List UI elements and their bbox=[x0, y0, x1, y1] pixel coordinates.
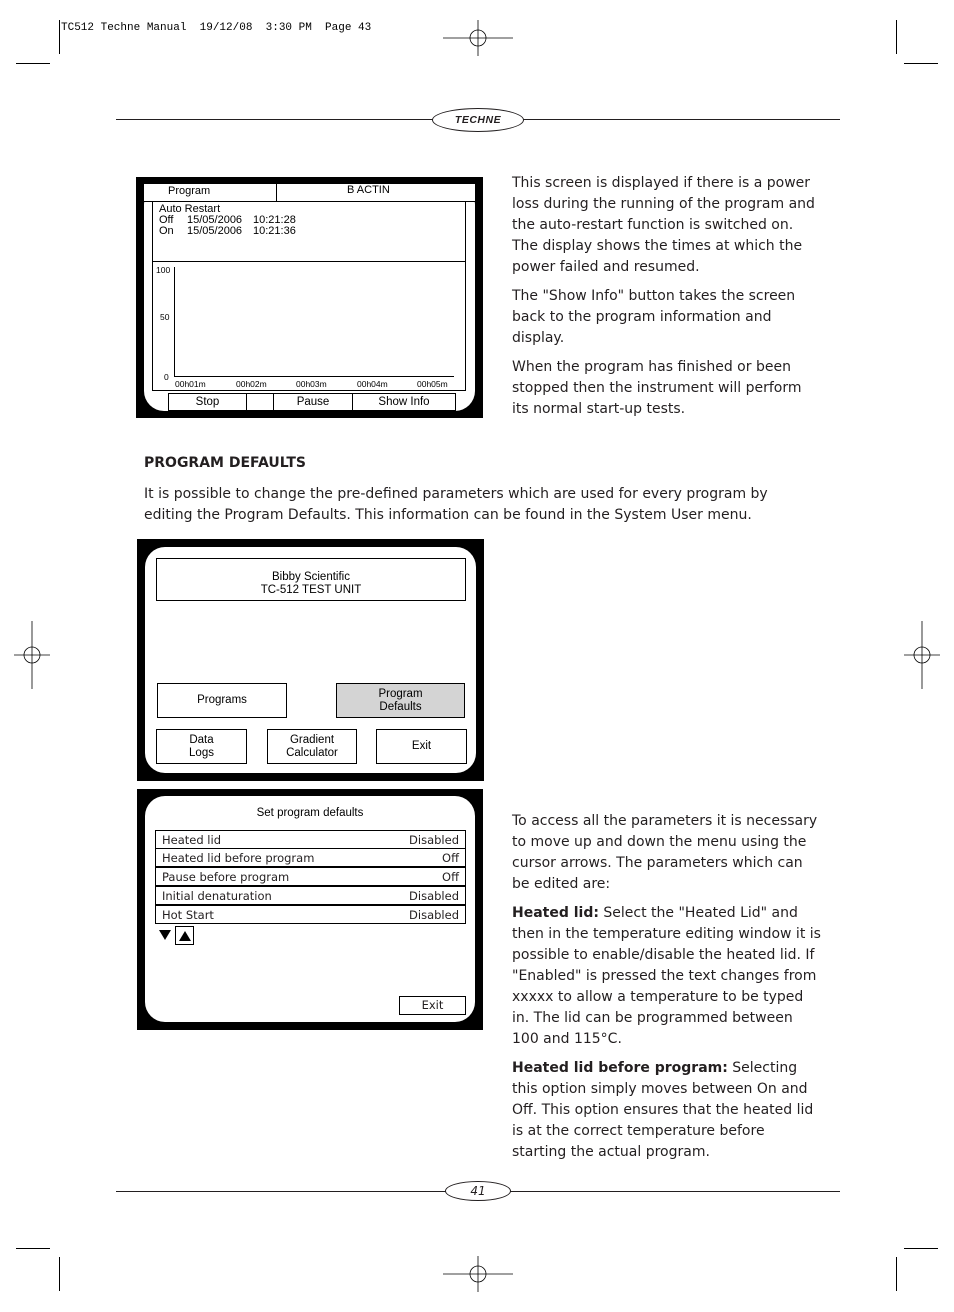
row-label: Heated lid bbox=[162, 832, 221, 847]
program-defaults-screen bbox=[137, 789, 483, 1030]
device-title-box bbox=[156, 558, 466, 601]
row-value: Disabled bbox=[409, 907, 459, 922]
show-info-button[interactable]: Show Info bbox=[352, 393, 456, 411]
row-label: Heated lid before program bbox=[162, 850, 315, 865]
techne-logo: TECHNE bbox=[432, 108, 524, 132]
page-number: 41 bbox=[445, 1181, 511, 1201]
blank-button[interactable] bbox=[246, 393, 274, 411]
device-title-line2: TC-512 TEST UNIT bbox=[260, 584, 362, 596]
row-value: Off bbox=[442, 850, 459, 865]
y-tick: 50 bbox=[160, 312, 170, 322]
paragraph: This screen is displayed if there is a power loss during the running of the program and the auto-restart function is switched on. The display shows the times at which the power failed and resumed. bbox=[512, 175, 815, 275]
term: Heated lid before program: bbox=[512, 1060, 728, 1076]
y-tick: 100 bbox=[156, 265, 171, 275]
crop-mark bbox=[896, 1257, 897, 1291]
row-value: Off bbox=[442, 869, 459, 884]
button-label: Calculator bbox=[286, 746, 338, 759]
program-defaults-button[interactable] bbox=[336, 683, 465, 718]
on-time: 10:21:36 bbox=[253, 225, 296, 237]
y-tick: 0 bbox=[164, 372, 169, 382]
power-loss-description bbox=[512, 173, 822, 428]
crop-mark bbox=[16, 1248, 50, 1249]
program-label: Program bbox=[168, 185, 211, 197]
defaults-row-hot-start[interactable] bbox=[155, 905, 466, 924]
auto-restart-screen bbox=[136, 177, 483, 418]
screen-title: Set program defaults bbox=[256, 807, 364, 819]
arrow-up-icon bbox=[179, 931, 191, 941]
print-slug: TC512 Techne Manual 19/12/08 3:30 PM Page 43 bbox=[61, 22, 372, 34]
crop-mark bbox=[904, 1248, 938, 1249]
auto-restart-info bbox=[152, 201, 466, 262]
crop-mark bbox=[896, 20, 897, 54]
arrow-down-icon bbox=[159, 930, 171, 940]
row-label: Initial denaturation bbox=[162, 888, 272, 903]
parameters-description bbox=[512, 811, 822, 1171]
x-tick: 00h03m bbox=[296, 379, 327, 389]
off-label: Off bbox=[159, 214, 174, 226]
row-value: Disabled bbox=[409, 888, 459, 903]
row-label: Pause before program bbox=[162, 869, 290, 884]
on-label: On bbox=[159, 225, 174, 237]
definition: Selecting this option simply moves between On and Off. This option ensures that the heated lid is at the correct temperature before starting the actual program. bbox=[512, 1060, 814, 1160]
off-time: 10:21:28 bbox=[253, 214, 296, 226]
program-label-cell bbox=[144, 184, 277, 202]
definition: Select the "Heated Lid" and then in the temperature editing window it is possible to enable/disable the heated lid. If "Enabled" is pressed the text changes from xxxxx to allow a temperature to be typed in. The lid can be programmed between 100 and 115°C. bbox=[512, 905, 821, 1047]
graph-y-axis bbox=[174, 267, 175, 377]
section-intro: It is possible to change the pre-defined parameters which are used for every program by editing the Program Defaults. This information can be found in the System User menu. bbox=[144, 486, 768, 523]
main-menu-screen bbox=[137, 539, 484, 781]
pause-button[interactable]: Pause bbox=[273, 393, 353, 411]
exit-button[interactable]: Exit bbox=[399, 996, 466, 1015]
paragraph bbox=[512, 1058, 822, 1163]
paragraph: When the program has finished or been stopped then the instrument will perform its normal start-up tests. bbox=[512, 359, 802, 417]
button-label: Data bbox=[189, 733, 214, 746]
programs-button[interactable]: Programs bbox=[157, 683, 287, 718]
paragraph bbox=[512, 903, 822, 1050]
paragraph: To access all the parameters it is necessary to move up and down the menu using the cursor arrows. The parameters which can be edited are: bbox=[512, 813, 818, 892]
defaults-row-pause-before-program[interactable] bbox=[155, 867, 466, 886]
x-tick: 00h05m bbox=[417, 379, 448, 389]
defaults-row-initial-denaturation[interactable] bbox=[155, 886, 466, 905]
button-label: Program bbox=[378, 687, 423, 700]
off-date: 15/05/2006 bbox=[187, 214, 243, 226]
data-logs-button[interactable] bbox=[156, 729, 247, 764]
gradient-calculator-button[interactable] bbox=[267, 729, 357, 764]
program-name: B ACTIN bbox=[347, 184, 390, 196]
button-label: Gradient bbox=[289, 733, 335, 746]
button-label: Logs bbox=[189, 746, 214, 759]
section-heading: PROGRAM DEFAULTS bbox=[144, 455, 307, 471]
term: Heated lid: bbox=[512, 905, 599, 921]
program-name-cell bbox=[276, 184, 475, 202]
crop-mark bbox=[16, 63, 50, 64]
registration-mark-icon bbox=[443, 20, 513, 56]
scroll-up-button[interactable] bbox=[175, 926, 194, 945]
auto-restart-title: Auto Restart bbox=[159, 203, 221, 215]
paragraph: The "Show Info" button takes the screen back to the program information and display. bbox=[512, 288, 796, 346]
row-value: Disabled bbox=[409, 832, 459, 847]
crop-mark bbox=[59, 20, 60, 54]
x-tick: 00h04m bbox=[357, 379, 388, 389]
device-title-line1: Bibby Scientific bbox=[272, 571, 350, 583]
temperature-graph bbox=[152, 261, 466, 391]
stop-button[interactable]: Stop bbox=[168, 393, 247, 411]
crop-mark bbox=[59, 1257, 60, 1291]
exit-button[interactable]: Exit bbox=[376, 729, 467, 764]
defaults-row-heated-lid-before-program[interactable] bbox=[155, 848, 466, 867]
x-tick: 00h01m bbox=[175, 379, 206, 389]
registration-mark-icon bbox=[443, 1256, 513, 1292]
graph-x-axis bbox=[174, 376, 454, 377]
crop-mark bbox=[904, 63, 938, 64]
registration-mark-icon bbox=[14, 621, 50, 689]
button-label: Defaults bbox=[379, 700, 422, 713]
on-date: 15/05/2006 bbox=[187, 225, 243, 237]
x-tick: 00h02m bbox=[236, 379, 267, 389]
row-label: Hot Start bbox=[162, 907, 214, 922]
defaults-row-heated-lid[interactable] bbox=[155, 830, 466, 849]
scroll-down-button[interactable] bbox=[156, 926, 174, 944]
registration-mark-icon bbox=[904, 621, 940, 689]
